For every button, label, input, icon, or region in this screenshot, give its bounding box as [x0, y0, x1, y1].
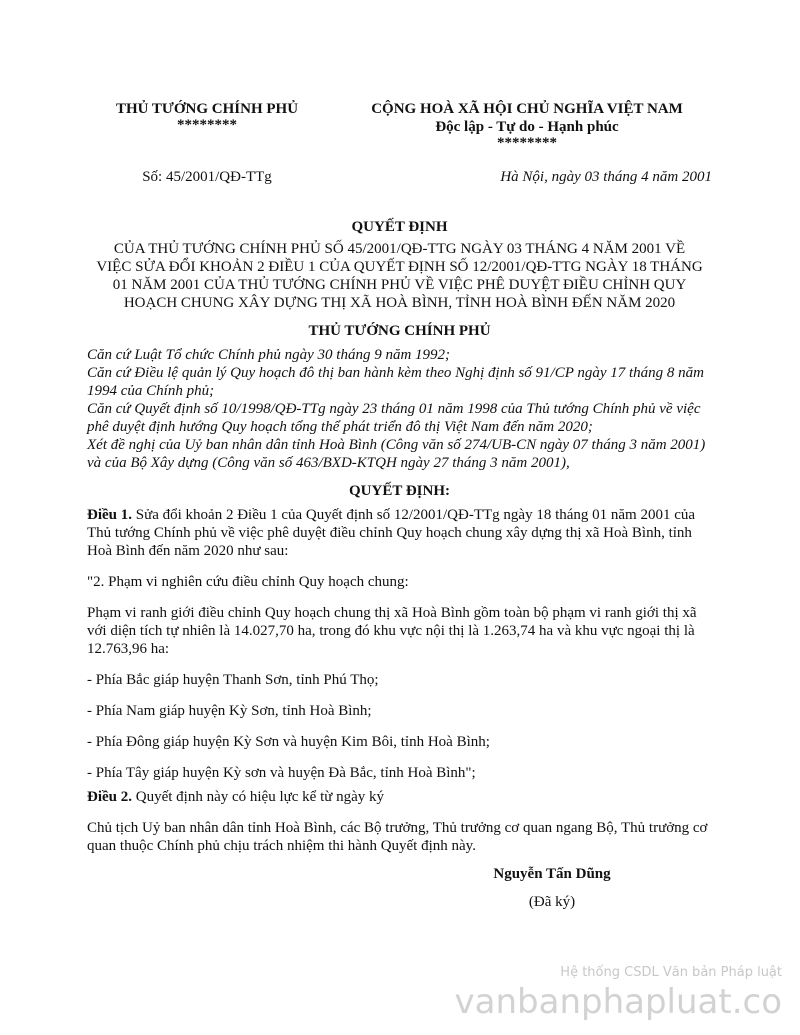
document-page	[87, 100, 712, 911]
clause-title: "2. Phạm vi nghiên cứu điều chỉnh Quy hoạch chung:	[87, 574, 409, 590]
article-2	[87, 788, 712, 806]
signer-name: Nguyễn Tấn Dũng	[493, 866, 611, 882]
legal-basis	[87, 346, 712, 472]
document-date: Hà Nội, ngày 03 tháng 4 năm 2001	[500, 169, 712, 185]
issuing-authority: THỦ TƯỚNG CHÍNH PHỦ	[115, 101, 299, 117]
issuing-authority-block	[87, 100, 327, 132]
basis-item: Căn cứ Điều lệ quản lý Quy hoạch đô thị ban hành kèm theo Nghị định số 91/CP ngày 17 tháng 8 năm 1994 của Chính phủ;	[87, 365, 705, 399]
national-title-block	[337, 100, 717, 150]
motto-stars: ********	[497, 135, 557, 151]
basis-item: Căn cứ Quyết định số 10/1998/QĐ-TTg ngày 23 tháng 01 năm 1998 của Thủ tướng Chính phủ về việc phê duyệt định hướng Quy hoạch tổng thể phát triển đô thị Việt Nam đến năm 2020;	[87, 401, 701, 435]
authority-stars: ********	[177, 117, 237, 133]
watermark-site: vanbanphapluat.co	[454, 982, 782, 1022]
decision-heading: QUYẾT ĐỊNH:	[349, 483, 450, 499]
border-item: - Phía Bắc giáp huyện Thanh Sơn, tỉnh Phú Thọ;	[87, 672, 379, 688]
article-1-label: Điều 1.	[87, 507, 132, 523]
document-title: QUYẾT ĐỊNH	[351, 219, 448, 235]
article-1-text: Sửa đổi khoản 2 Điều 1 của Quyết định số 12/2001/QĐ-TTg ngày 18 tháng 01 năm 2001 của Thủ tướng Chính phủ về việc phê duyệt điều chỉnh Quy hoạch chung xây dựng thị xã Hoà Bình, tỉnh Hoà Bình đến năm 2020 như sau:	[87, 507, 696, 559]
basis-item: Căn cứ Luật Tổ chức Chính phủ ngày 30 tháng 9 năm 1992;	[87, 347, 451, 363]
article-2-text: Quyết định này có hiệu lực kể từ ngày ký	[132, 789, 385, 805]
border-item: - Phía Nam giáp huyện Kỳ Sơn, tỉnh Hoà Bình;	[87, 703, 372, 719]
border-item: - Phía Tây giáp huyện Kỳ sơn và huyện Đà Bắc, tỉnh Hoà Bình";	[87, 765, 476, 781]
signed-note: (Đã ký)	[528, 894, 576, 910]
article-1	[87, 506, 712, 560]
article-2-label: Điều 2.	[87, 789, 132, 805]
document-number: Số: 45/2001/QĐ-TTg	[142, 169, 272, 185]
implementation-paragraph: Chủ tịch Uỷ ban nhân dân tỉnh Hoà Bình, các Bộ trưởng, Thủ trưởng cơ quan ngang Bộ, Thủ trưởng cơ quan thuộc Chính phủ chịu trách nhiệm thi hành Quyết định này.	[87, 820, 708, 854]
border-item: - Phía Đông giáp huyện Kỳ Sơn và huyện Kim Bôi, tỉnh Hoà Bình;	[87, 734, 490, 750]
country-name: CỘNG HOÀ XÃ HỘI CHỦ NGHĨA VIỆT NAM	[371, 101, 683, 117]
motto: Độc lập - Tự do - Hạnh phúc	[435, 119, 619, 135]
document-subtitle: CỦA THỦ TƯỚNG CHÍNH PHỦ SỐ 45/2001/QĐ-TTG NGÀY 03 THÁNG 4 NĂM 2001 VỀ VIỆC SỬA ĐỔI KHOẢN 2 ĐIỀU 1 CỦA QUYẾT ĐỊNH SỐ 12/2001/QĐ-TTG NGÀY 18 THÁNG 01 NĂM 2001 CỦA THỦ TƯỚNG CHÍNH PHỦ VỀ VIỆC PHÊ DUYỆT ĐIỀU CHỈNH QUY HOẠCH CHUNG XÂY DỰNG THỊ XÃ HOÀ BÌNH, TỈNH HOÀ BÌNH ĐẾN NĂM 2020	[96, 241, 703, 311]
scope-paragraph: Phạm vi ranh giới điều chỉnh Quy hoạch chung thị xã Hoà Bình gồm toàn bộ phạm vi ranh giới thị xã với diện tích tự nhiên là 14.027,70 ha, trong đó khu vực nội thị là 1.263,74 ha và khu vực ngoại thị là 12.763,96 ha:	[87, 605, 697, 657]
basis-item: Xét đề nghị của Uỷ ban nhân dân tỉnh Hoà Bình (Công văn số 274/UB-CN ngày 07 tháng 3 năm 2001) và của Bộ Xây dựng (Công văn số 463/BXD-KTQH ngày 27 tháng 3 năm 2001),	[87, 437, 706, 471]
document-header	[87, 100, 712, 188]
authority-heading: THỦ TƯỚNG CHÍNH PHỦ	[308, 323, 491, 339]
watermark-caption: Hệ thống CSDL Văn bản Pháp luật	[560, 965, 782, 980]
